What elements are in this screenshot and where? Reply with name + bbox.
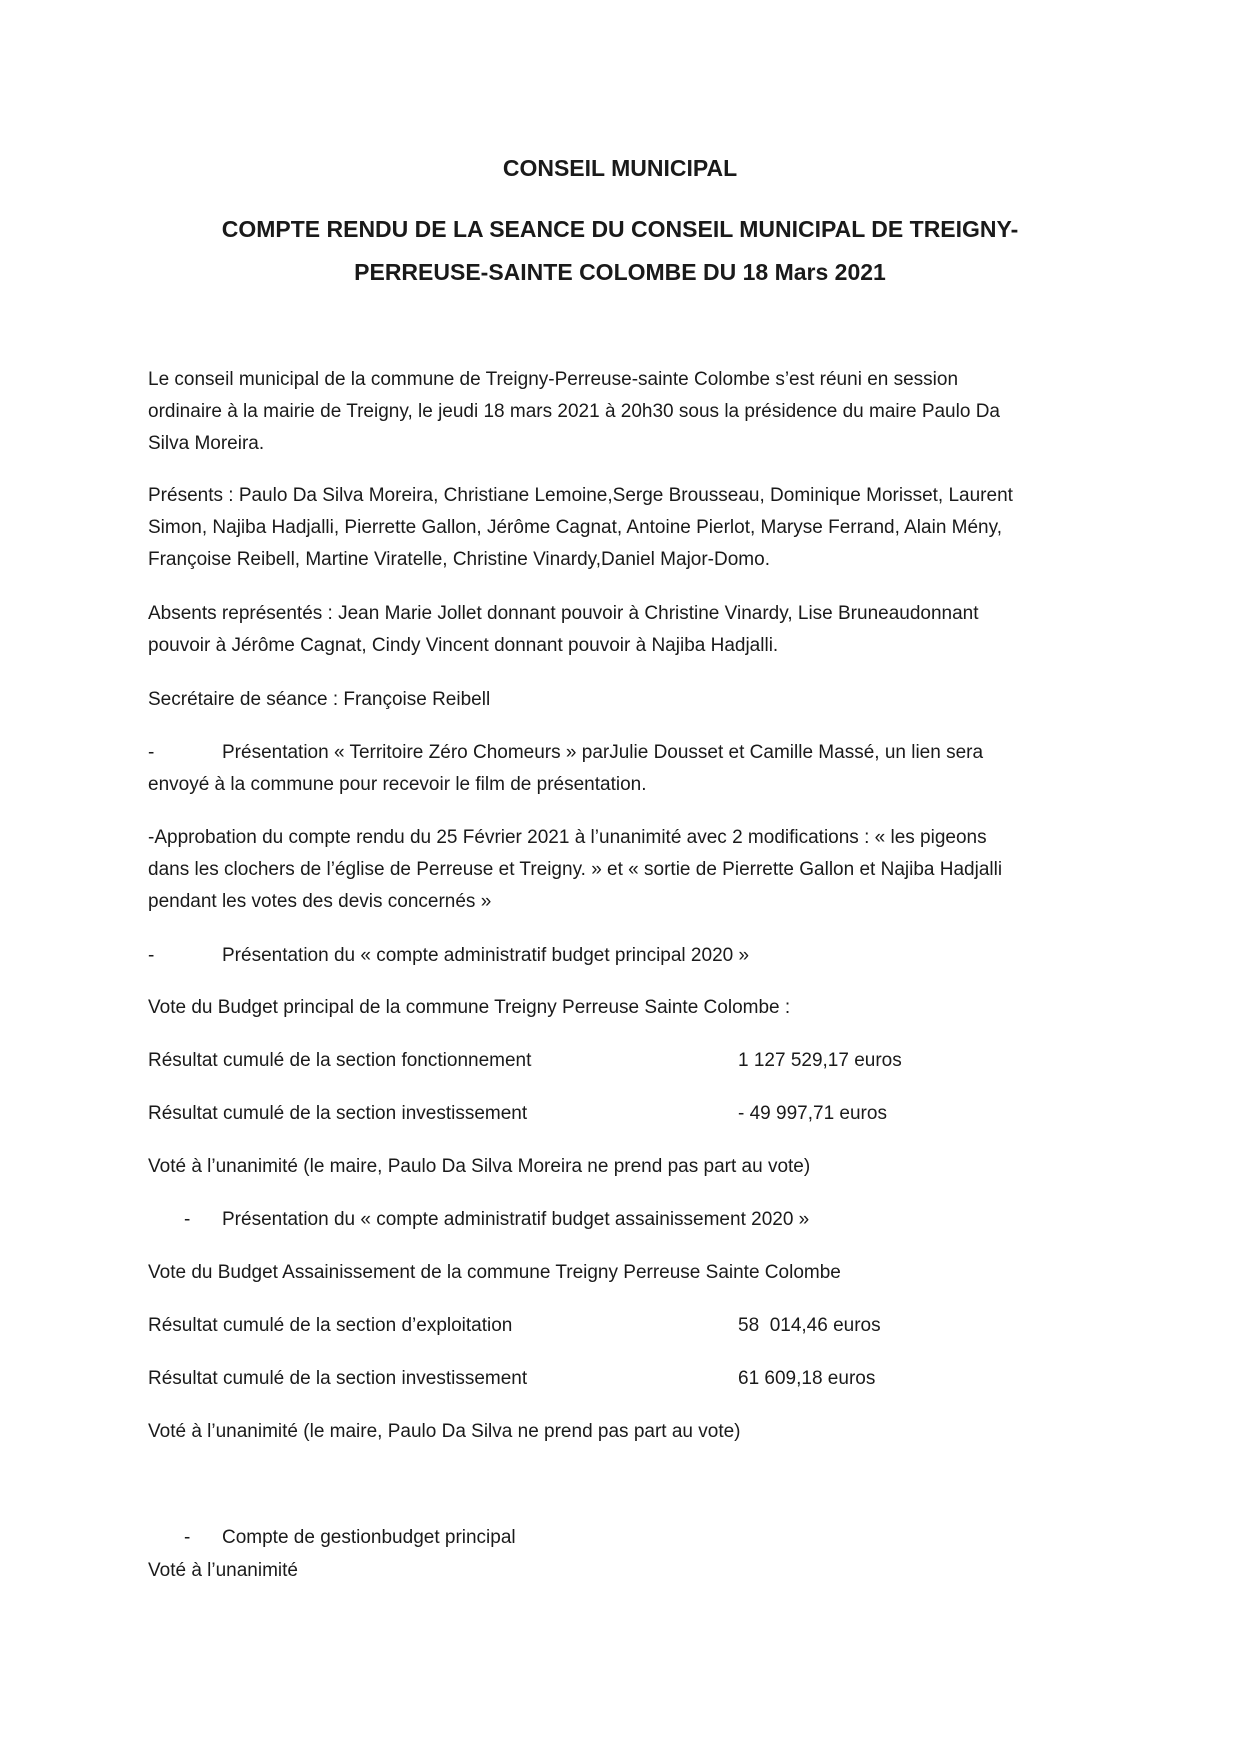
compte-gestion-vote-result: Voté à l’unanimité	[148, 1560, 298, 1581]
budget-principal-vote-result: Voté à l’unanimité (le maire, Paulo Da Silva Moreira ne prend pas part au vote)	[148, 1156, 811, 1177]
absents-line: Absents représentés : Jean Marie Jollet donnant pouvoir à Christine Vinardy, Lise Bruneaudonnant	[148, 603, 979, 624]
intro-line: ordinaire à la mairie de Treigny, le jeudi 18 mars 2021 à 20h30 sous la présidence du maire Paulo Da	[148, 401, 1000, 422]
document-title: CONSEIL MUNICIPAL	[502, 155, 738, 181]
tzc-line-2: envoyé à la commune pour recevoir le film de présentation.	[148, 774, 647, 795]
presents-line: Présents : Paulo Da Silva Moreira, Christiane Lemoine,Serge Brousseau, Dominique Morisset, Laurent	[148, 485, 1013, 506]
tzc-line-1: Présentation « Territoire Zéro Chomeurs » parJulie Dousset et Camille Massé, un lien sera	[222, 742, 984, 763]
budget-principal-row-amount: - 49 997,71 euros	[738, 1103, 887, 1124]
presents-line: Simon, Najiba Hadjalli, Pierrette Gallon, Jérôme Cagnat, Antoine Pierlot, Maryse Ferrand, Alain Mény,	[148, 517, 1002, 538]
budget-assainissement-row-label: Résultat cumulé de la section investissement	[148, 1368, 528, 1389]
budget-assainissement-vote-result: Voté à l’unanimité (le maire, Paulo Da Silva ne prend pas part au vote)	[148, 1421, 741, 1442]
approval-line: dans les clochers de l’église de Perreuse et Treigny. » et « sortie de Pierrette Gallon et Najiba Hadjalli	[148, 859, 1003, 880]
presents-line: Françoise Reibell, Martine Viratelle, Christine Vinardy,Daniel Major-Domo.	[148, 549, 770, 570]
compte-gestion-heading: Compte de gestionbudget principal	[222, 1527, 516, 1548]
approval-paragraph	[148, 822, 1108, 918]
approval-line: -Approbation du compte rendu du 25 Février 2021 à l’unanimité avec 2 modifications : « les pigeons	[148, 827, 987, 848]
budget-assainissement-vote-title: Vote du Budget Assainissement de la commune Treigny Perreuse Sainte Colombe	[148, 1262, 841, 1283]
intro-line: Le conseil municipal de la commune de Treigny-Perreuse-sainte Colombe s’est réuni en session	[148, 369, 959, 390]
budget-principal-vote-title: Vote du Budget principal de la commune Treigny Perreuse Sainte Colombe :	[148, 997, 791, 1018]
absents-paragraph	[148, 598, 1108, 662]
bullet-dash: -	[148, 742, 155, 763]
document-subtitle-line-1: COMPTE RENDU DE LA SEANCE DU CONSEIL MUNICIPAL DE TREIGNY-	[221, 216, 1019, 242]
absents-line: pouvoir à Jérôme Cagnat, Cindy Vincent donnant pouvoir à Najiba Hadjalli.	[148, 635, 779, 656]
presents-paragraph	[148, 480, 1108, 576]
budget-principal-row-label: Résultat cumulé de la section investissement	[148, 1103, 528, 1124]
budget-assainissement-heading: Présentation du « compte administratif budget assainissement 2020 »	[222, 1209, 810, 1230]
document-subtitle-line-2: PERREUSE-SAINTE COLOMBE DU 18 Mars 2021	[354, 259, 886, 285]
budget-assainissement-row-amount: 58 014,46 euros	[738, 1315, 881, 1336]
secretary-line: Secrétaire de séance : Françoise Reibell	[148, 689, 491, 710]
approval-line: pendant les votes des devis concernés »	[148, 891, 492, 912]
budget-principal-row-amount: 1 127 529,17 euros	[738, 1050, 902, 1071]
budget-assainissement-row-label: Résultat cumulé de la section d’exploitation	[148, 1315, 513, 1336]
bullet-dash: -	[184, 1527, 191, 1548]
bullet-dash: -	[184, 1209, 191, 1230]
budget-principal-row-label: Résultat cumulé de la section fonctionnement	[148, 1050, 532, 1071]
bullet-dash: -	[148, 945, 155, 966]
intro-line: Silva Moreira.	[148, 433, 265, 454]
intro-paragraph	[148, 364, 1108, 460]
budget-assainissement-row-amount: 61 609,18 euros	[738, 1368, 876, 1389]
budget-principal-heading: Présentation du « compte administratif budget principal 2020 »	[222, 945, 750, 966]
